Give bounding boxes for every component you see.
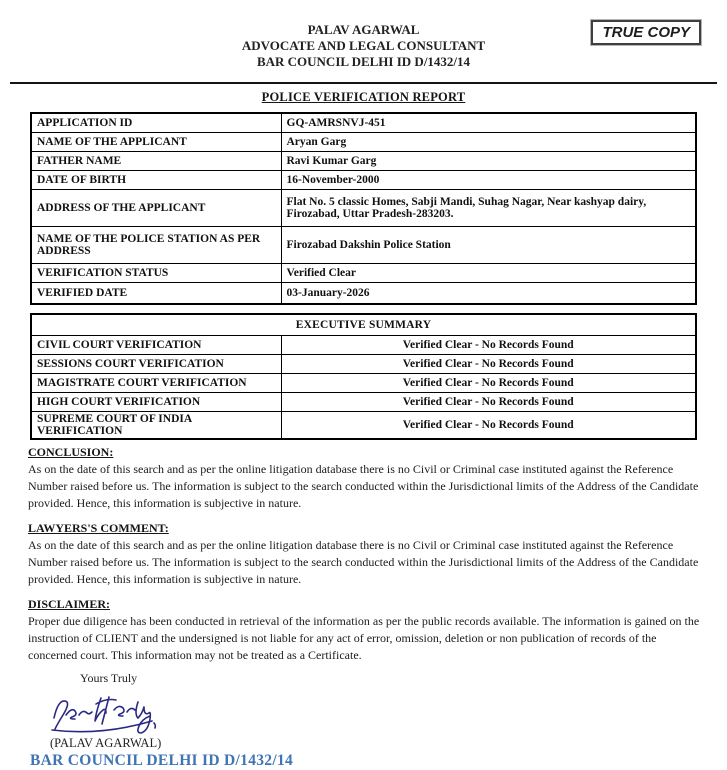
table-row: [31, 226, 696, 263]
table-row: [31, 113, 696, 132]
detail-label: FATHER NAME: [31, 151, 281, 170]
summary-value: Verified Clear - No Records Found: [281, 355, 696, 374]
summary-value: Verified Clear - No Records Found: [281, 374, 696, 393]
detail-value: 03-January-2026: [281, 282, 696, 304]
table-row: [31, 263, 696, 282]
signature: [46, 688, 727, 736]
detail-value: Ravi Kumar Garg: [281, 151, 696, 170]
disclaimer-heading: DISCLAIMER:: [28, 597, 111, 611]
table-row: [31, 282, 696, 304]
detail-label: VERIFIED DATE: [31, 282, 281, 304]
table-row: [31, 412, 696, 440]
disclaimer-section: [28, 597, 700, 664]
disclaimer-body: Proper due diligence has been conducted in retrieval of the information as per the public records available. The information is gained on the instruction of CLIENT and the undersigned is not liable for any act of error, omission, deletion or non publication of records of the concerned court. This information may not be treated as a Certificate.: [28, 614, 700, 662]
signed-name: (PALAV AGARWAL): [50, 736, 162, 750]
report-title: POLICE VERIFICATION REPORT: [261, 90, 466, 104]
signature-ink-icon: [46, 688, 176, 736]
detail-value: Flat No. 5 classic Homes, Sabji Mandi, Suhag Nagar, Near kashyap dairy, Firozabad, Uttar Pradesh-283203.: [281, 189, 696, 226]
lawyers-comment-section: [28, 521, 700, 588]
detail-label: DATE OF BIRTH: [31, 170, 281, 189]
advocate-bar-id: BAR COUNCIL DELHI ID D/1432/14: [256, 54, 471, 69]
detail-value: Verified Clear: [281, 263, 696, 282]
detail-label: NAME OF THE APPLICANT: [31, 132, 281, 151]
summary-label: MAGISTRATE COURT VERIFICATION: [31, 374, 281, 393]
detail-label: ADDRESS OF THE APPLICANT: [31, 189, 281, 226]
table-row: [31, 336, 696, 355]
detail-label: APPLICATION ID: [31, 113, 281, 132]
table-row: [31, 151, 696, 170]
header-divider: [10, 82, 717, 84]
summary-label: SUPREME COURT OF INDIA VERIFICATION: [31, 412, 281, 440]
executive-summary-title: EXECUTIVE SUMMARY: [31, 314, 696, 336]
lawyers-comment-body: As on the date of this search and as per the online litigation database there is no Civil or Criminal case instituted against the Reference Number raised before us. The information is subject to the search conducted within the Jurisdictional limits of the Address of the Candidate provided. Hence, this information is subjective in nature.: [28, 538, 699, 586]
closing-text: Yours Truly: [80, 671, 138, 685]
table-row: [31, 170, 696, 189]
advocate-name: PALAV AGARWAL: [307, 22, 420, 37]
summary-value: Verified Clear - No Records Found: [281, 393, 696, 412]
detail-value: GQ-AMRSNVJ-451: [281, 113, 696, 132]
detail-value: 16-November-2000: [281, 170, 696, 189]
advocate-title: ADVOCATE AND LEGAL CONSULTANT: [241, 38, 486, 53]
summary-value: Verified Clear - No Records Found: [281, 336, 696, 355]
summary-value: Verified Clear - No Records Found: [281, 412, 696, 440]
detail-label: VERIFICATION STATUS: [31, 263, 281, 282]
true-copy-stamp: TRUE COPY: [591, 20, 701, 45]
table-row: [31, 132, 696, 151]
table-row: [31, 374, 696, 393]
summary-label: CIVIL COURT VERIFICATION: [31, 336, 281, 355]
detail-value: Aryan Garg: [281, 132, 696, 151]
detail-value: Firozabad Dakshin Police Station: [281, 226, 696, 263]
table-row: [31, 314, 696, 336]
signature-bar-id: BAR COUNCIL DELHI ID D/1432/14: [30, 752, 294, 769]
conclusion-heading: CONCLUSION:: [28, 445, 114, 459]
summary-label: HIGH COURT VERIFICATION: [31, 393, 281, 412]
table-row: [31, 355, 696, 374]
summary-label: SESSIONS COURT VERIFICATION: [31, 355, 281, 374]
conclusion-section: [28, 445, 700, 512]
executive-summary-table: [30, 313, 697, 440]
table-row: [31, 393, 696, 412]
applicant-details-table: [30, 112, 697, 305]
conclusion-body: As on the date of this search and as per the online litigation database there is no Civil or Criminal case instituted against the Reference Number raised before us. The information is subject to the search conducted within the Jurisdictional limits of the Address of the Candidate provided. Hence, this information is subjective in nature.: [28, 462, 699, 510]
table-row: [31, 189, 696, 226]
detail-label: NAME OF THE POLICE STATION AS PER ADDRESS: [31, 226, 281, 263]
lawyers-comment-heading: LAWYERS'S COMMENT:: [28, 521, 169, 535]
